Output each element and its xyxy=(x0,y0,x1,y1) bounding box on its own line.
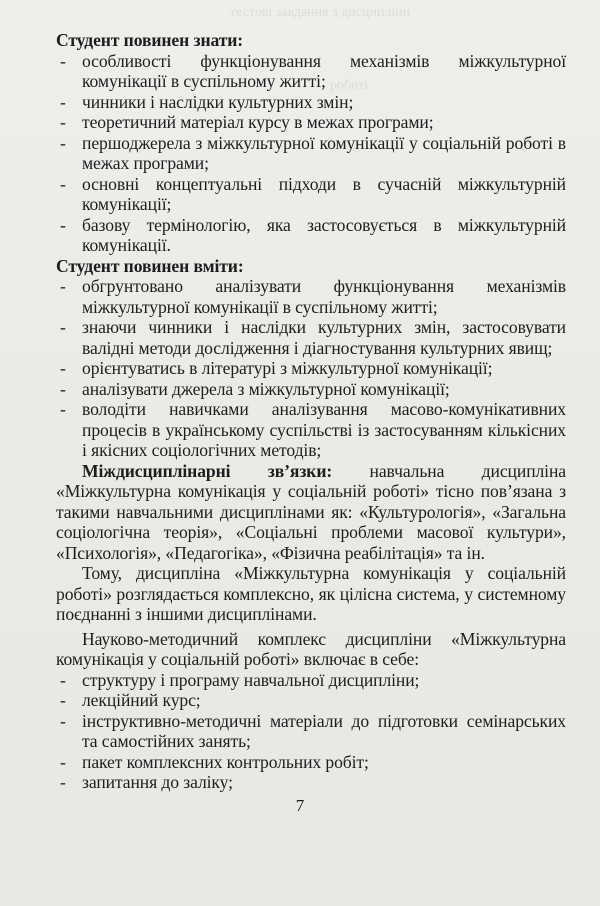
interdisciplinary-paragraph: Міждисциплінарні зв’язки: навчальна дисципліна «Міжкультурна комунікація у соціальній роботі» тісно пов’язана з такими навчальними дисциплінами як: «Культурологія», «Загальна соціологічна теорія», «Соціальні проблеми масової культури», «Психологія», «Педагогіка», «Фізична реабілітація» та ін. xyxy=(56,460,566,563)
system-paragraph: Тому, дисципліна «Міжкультурна комунікація у соціальній роботі» розглядається комплексно, як цілісна система, у системному поєднанні з іншими дисциплінами. xyxy=(56,563,566,624)
list-item: - обгрунтовано аналізувати функціонування механізмів міжкультурної комунікації в суспільному житті; xyxy=(60,276,566,317)
list-item: - орієнтуватись в літературі з міжкультурної комунікації; xyxy=(60,358,493,378)
able-list xyxy=(56,276,566,461)
section-heading-able: Студент повинен вміти: xyxy=(56,255,244,276)
list-item: - особливості функціонування механізмів міжкультурної комунікації в суспільному житті; xyxy=(60,50,566,91)
list-item: - чинники і наслідки культурних змін; xyxy=(60,91,354,112)
list-item: - аналізувати джерела з міжкультурної комунікації; xyxy=(60,378,450,399)
list-item: - володіти навичками аналізування масово-комунікативних процесів в українському суспільстві із застосуванням кількісних і якісних соціологічних методів; xyxy=(60,399,566,460)
section-heading-know: Студент повинен знати: xyxy=(56,30,244,50)
list-item: - лекційний курс; xyxy=(60,690,201,710)
page-number: 7 xyxy=(295,796,305,815)
list-item: - базову термінологію, яка застосовується в міжкультурній комунікації. xyxy=(60,214,566,255)
list-item: - інструктивно-методичні матеріали до підготовки семінарських та самостійних занять; xyxy=(60,710,566,751)
list-item: - структуру і програму навчальної дисципліни; xyxy=(60,669,420,690)
list-item: - теоретичний матеріал курсу в межах програми; xyxy=(60,112,434,132)
show-through-text: тестові завдання з дисципліни xyxy=(230,5,411,20)
list-item: - знаючи чинники і наслідки культурних змін, застосовувати валідні методи дослідження і діагностування культурних явищ; xyxy=(60,317,566,358)
page-content xyxy=(56,30,566,793)
interdisciplinary-lead: Міждисциплінарні зв’язки: xyxy=(82,460,333,481)
show-through-text: роботі xyxy=(330,78,368,93)
list-item: - пакет комплексних контрольних робіт; xyxy=(60,751,369,772)
list-item: - першоджерела з міжкультурної комунікації у соціальній роботі в межах програми; xyxy=(60,132,566,173)
list-item: - основні концептуальні підходи в сучасній міжкультурній комунікації; xyxy=(60,173,566,214)
complex-list xyxy=(56,670,566,793)
list-item: - запитання до заліку; xyxy=(60,772,233,792)
complex-intro: Науково-методичний комплекс дисципліни «Міжкультурна комунікація у соціальній роботі» включає в себе: xyxy=(56,628,566,669)
know-list xyxy=(56,51,566,256)
